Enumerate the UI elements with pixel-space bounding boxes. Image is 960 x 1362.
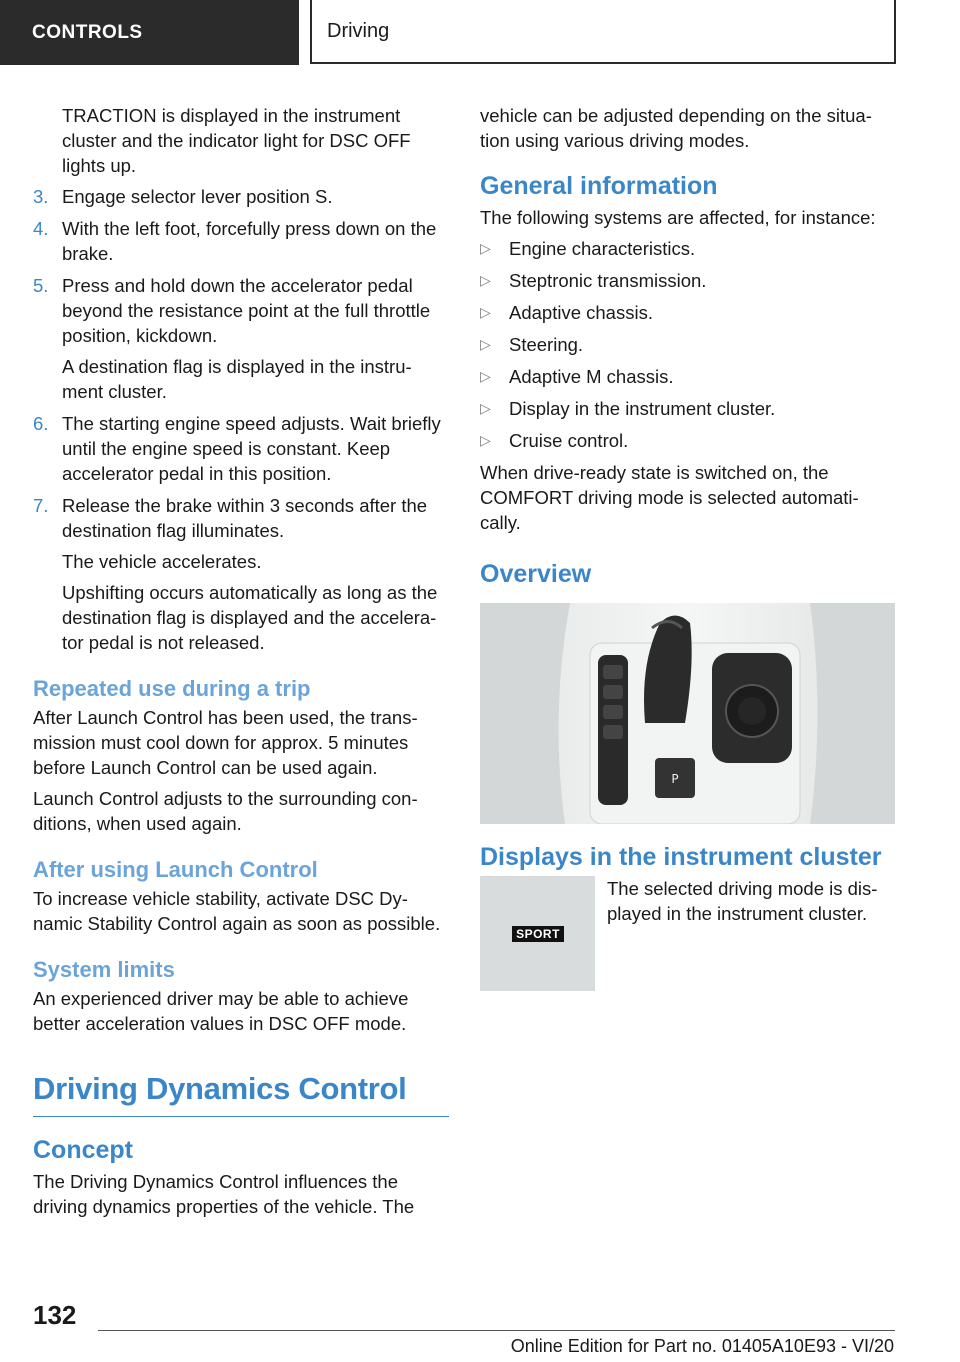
paragraph: When drive-ready state is switched on, the COMFORT driving mode is selected automati‐ cally. <box>480 462 859 533</box>
step-text: A destination flag is displayed in the instru‐ ment cluster. <box>62 356 412 402</box>
heading-after-launch-control: After using Launch Control <box>33 857 318 882</box>
section-tab <box>0 0 299 65</box>
triangle-bullet-icon: ▷ <box>480 304 491 320</box>
triangle-bullet-icon: ▷ <box>480 272 491 288</box>
chapter-tab <box>310 0 896 64</box>
list-item-text: Engine characteristics. <box>509 238 696 259</box>
footer-edition: Online Edition for Part no. 01405A10E93 - VI/20 <box>510 1336 894 1356</box>
step-number: 3. <box>33 186 49 207</box>
intro-continuation: TRACTION is displayed in the instrument cluster and the indicator light for DSC OFF lights up. <box>62 105 411 176</box>
heading-system-limits: System limits <box>33 957 175 982</box>
step-item <box>33 216 449 266</box>
heading-repeated-use: Repeated use during a trip <box>33 676 311 701</box>
paragraph: Launch Control adjusts to the surrounding con‐ ditions, when used again. <box>33 788 418 834</box>
list-item-text: Adaptive chassis. <box>509 302 653 323</box>
triangle-bullet-icon: ▷ <box>480 432 491 448</box>
step-text: Press and hold down the accelerator pedal beyond the resistance point at the full throttle position, kickdown. <box>62 275 431 346</box>
list-item <box>480 236 896 261</box>
step-text: Engage selector lever position S. <box>62 186 333 207</box>
paragraph: The selected driving mode is dis‐ played in the instrument cluster. <box>607 878 878 924</box>
page-number: 132 <box>33 1300 77 1330</box>
triangle-bullet-icon: ▷ <box>480 400 491 416</box>
heading-general-information: General information <box>480 172 718 200</box>
center-console-photo <box>480 603 895 824</box>
list-item-text: Steering. <box>509 334 584 355</box>
center-console-illustration <box>480 603 895 824</box>
list-item-text: Cruise control. <box>509 430 629 451</box>
list-item <box>480 396 896 421</box>
step-number: 6. <box>33 413 49 434</box>
list-item <box>480 364 896 389</box>
paragraph: To increase vehicle stability, activate DSC Dy‐ namic Stability Control again as soon as possible. <box>33 888 441 934</box>
step-text: The vehicle accelerates. <box>62 551 262 572</box>
list-item <box>480 300 896 325</box>
left-column <box>33 103 449 1225</box>
footer-divider <box>98 1330 895 1331</box>
triangle-bullet-icon: ▷ <box>480 368 491 384</box>
section-title: CONTROLS <box>32 21 143 43</box>
right-column <box>480 103 896 991</box>
list-item-text: Display in the instrument cluster. <box>509 398 776 419</box>
sport-display-image <box>480 876 595 991</box>
paragraph: The Driving Dynamics Control influences the driving dynamics properties of the vehicle. The <box>33 1171 415 1217</box>
step-number: 5. <box>33 275 49 296</box>
list-item-text: Adaptive M chassis. <box>509 366 674 387</box>
triangle-bullet-icon: ▷ <box>480 240 491 256</box>
step-item <box>33 493 449 655</box>
svg-text:P: P <box>671 772 679 786</box>
heading-driving-dynamics-control: Driving Dynamics Control <box>33 1070 449 1117</box>
step-text: Upshifting occurs automatically as long as the destination flag is displayed and the accelera‐ tor pedal is not released. <box>62 582 438 653</box>
heading-overview: Overview <box>480 560 592 588</box>
list-item-text: Steptronic transmission. <box>509 270 707 291</box>
step-item <box>33 411 449 486</box>
paragraph: After Launch Control has been used, the trans‐ mission must cool down for approx. 5 minutes before Launch Control can be used again. <box>33 707 418 778</box>
paragraph: vehicle can be adjusted depending on the situa‐ tion using various driving modes. <box>480 105 872 151</box>
step-text: With the left foot, forcefully press down on the brake. <box>62 218 437 264</box>
list-item <box>480 428 896 453</box>
list-item <box>480 268 896 293</box>
paragraph: An experienced driver may be able to achieve better acceleration values in DSC OFF mode. <box>33 988 409 1034</box>
display-section <box>480 876 896 991</box>
step-text: Release the brake within 3 seconds after the destination flag illuminates. <box>62 495 428 541</box>
heading-displays-instrument-cluster: Displays in the instrument cluster <box>480 843 882 871</box>
heading-concept: Concept <box>33 1136 133 1164</box>
step-number: 7. <box>33 495 49 516</box>
triangle-bullet-icon: ▷ <box>480 336 491 352</box>
step-text: The starting engine speed adjusts. Wait briefly until the engine speed is constant. Keep accelerator pedal in this position. <box>62 413 441 484</box>
step-number: 4. <box>33 218 49 239</box>
paragraph: The following systems are affected, for instance: <box>480 207 876 228</box>
step-item <box>33 273 449 404</box>
step-item <box>33 184 449 209</box>
list-item <box>480 332 896 357</box>
sport-mode-badge: SPORT <box>512 926 564 942</box>
chapter-title: Driving <box>327 19 390 42</box>
